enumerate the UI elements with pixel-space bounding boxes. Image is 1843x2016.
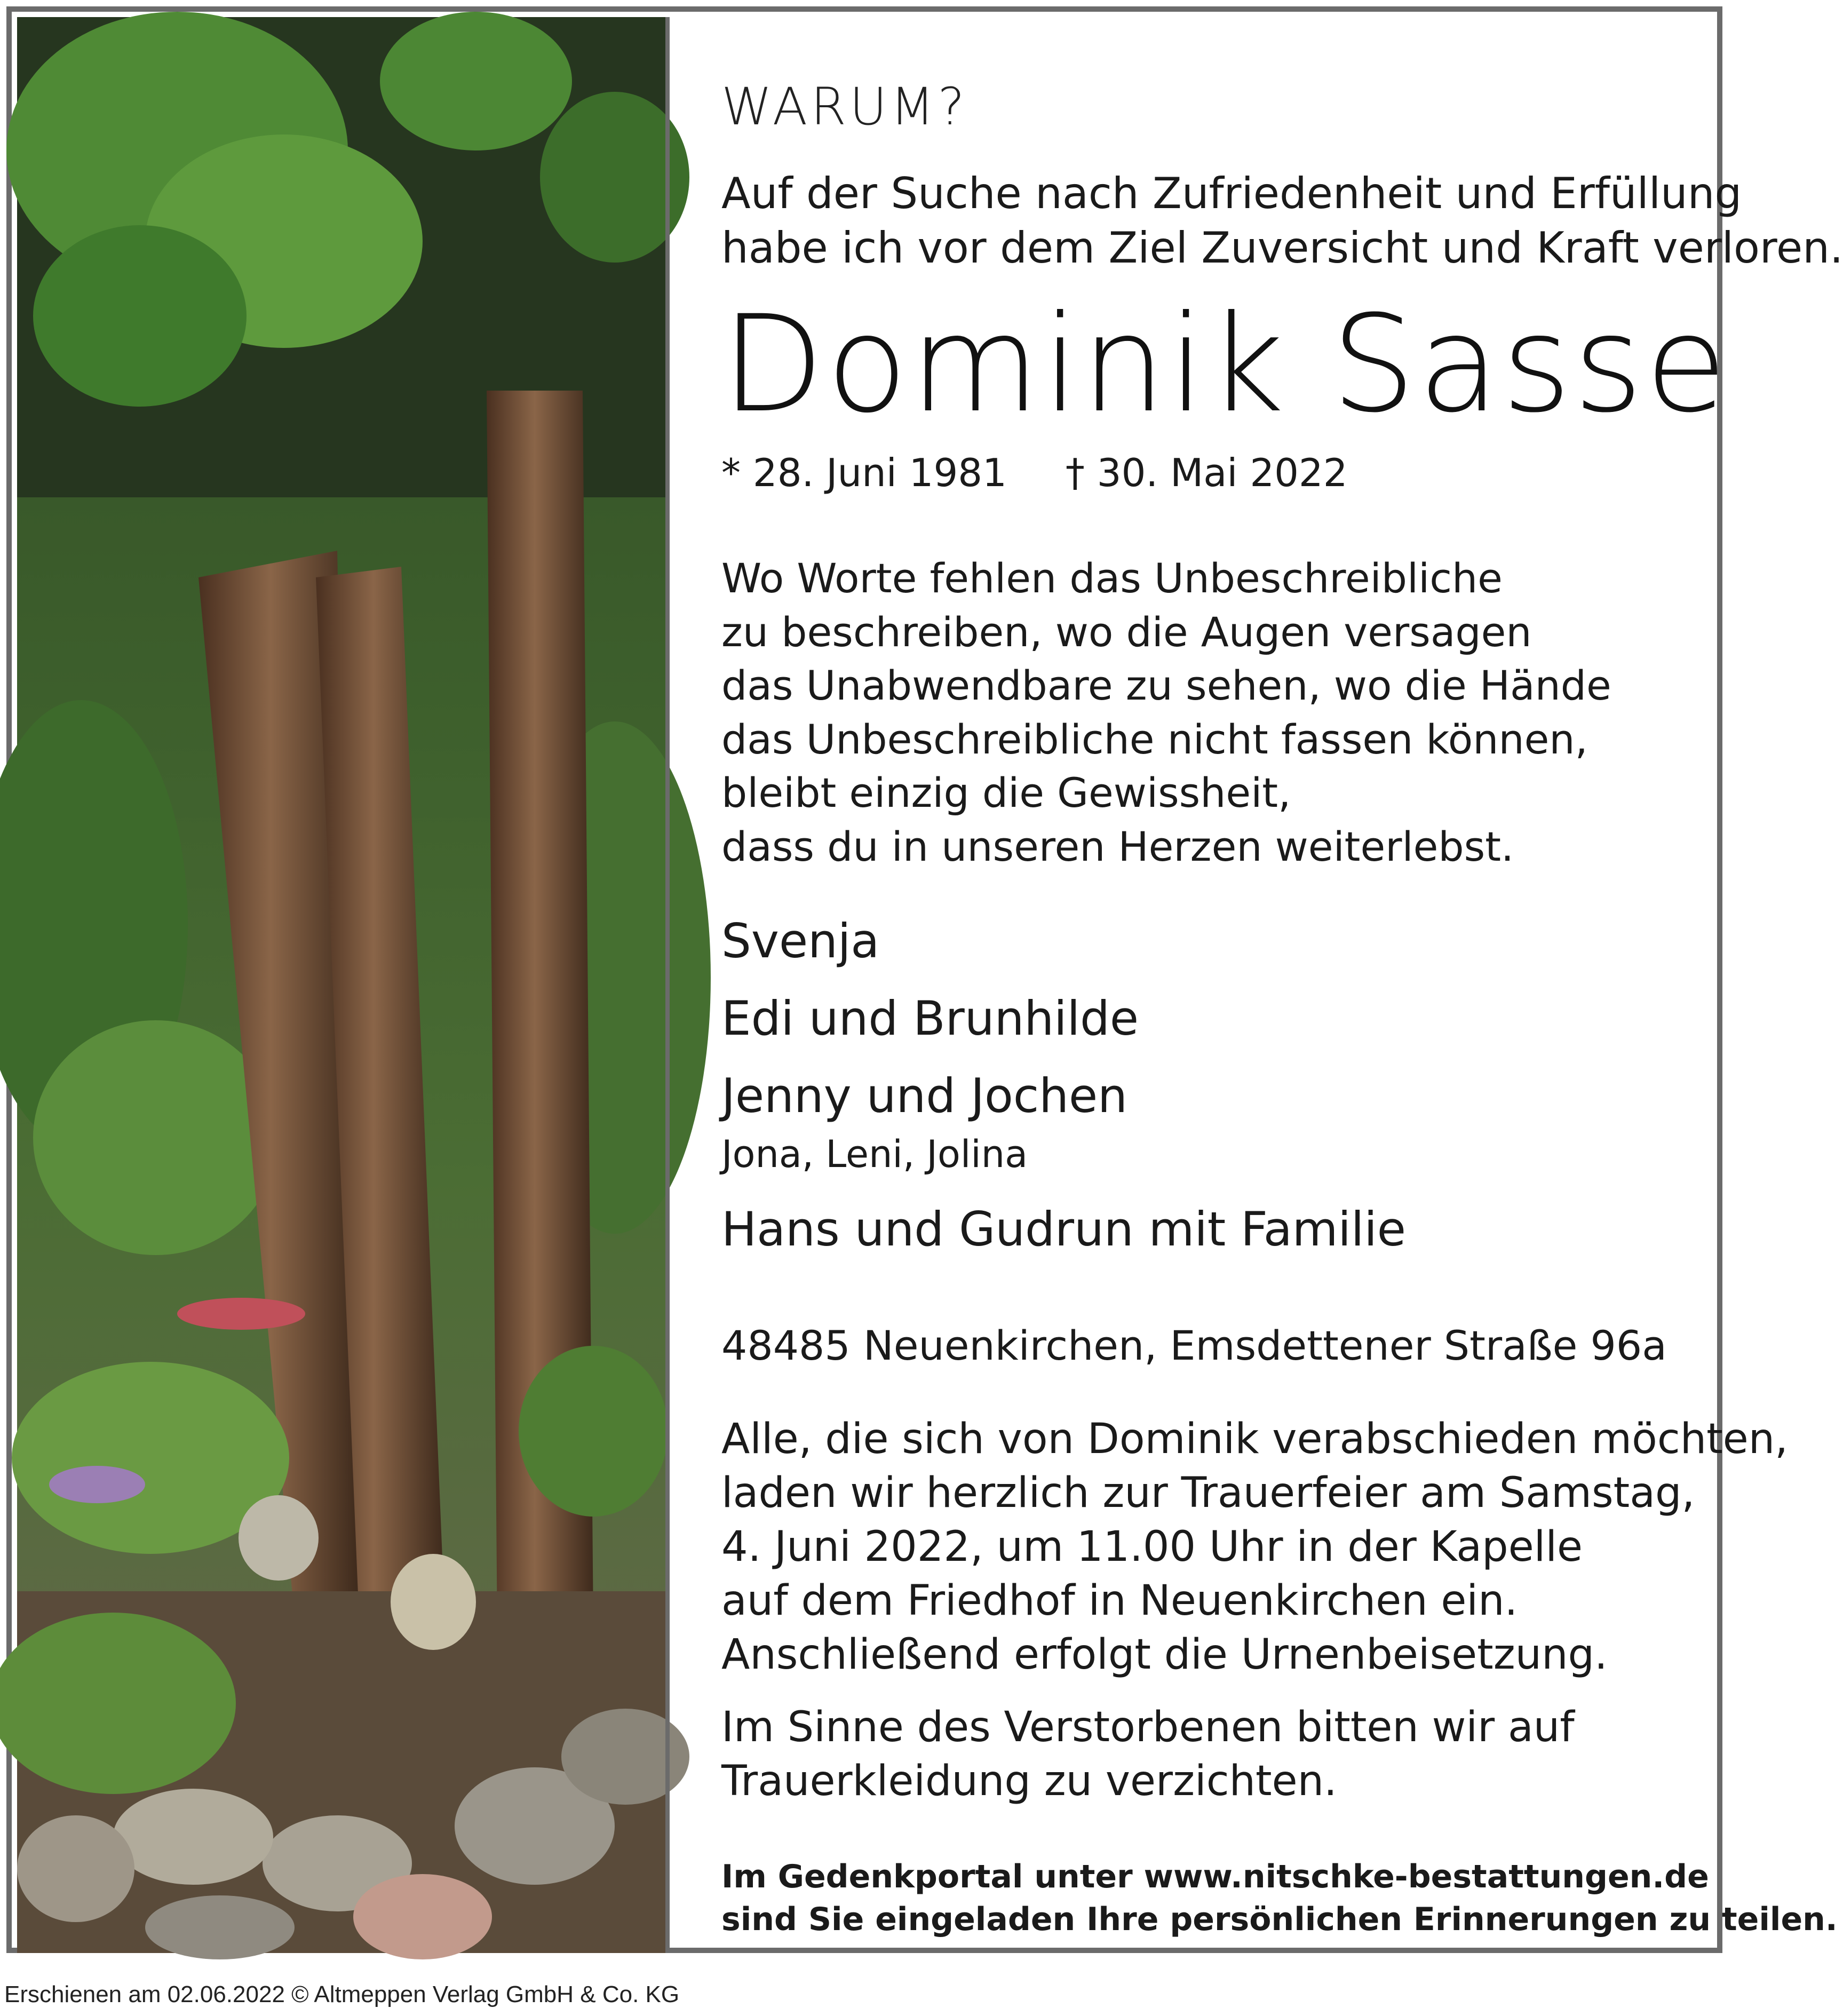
deceased-name: Dominik Sasse bbox=[721, 287, 1729, 442]
poem-line: Wo Worte fehlen das Unbeschreibliche bbox=[721, 554, 1503, 602]
obituary-notice bbox=[6, 6, 1843, 1953]
intro-text bbox=[721, 166, 1843, 275]
death-date: † 30. Mai 2022 bbox=[1065, 450, 1348, 495]
poem-line: bleibt einzig die Gewissheit, bbox=[721, 769, 1291, 816]
dress-request bbox=[721, 1701, 1575, 1808]
request-line: Trauerkleidung zu verzichten. bbox=[721, 1757, 1337, 1805]
publication-footer: Erschienen am 02.06.2022 © Altmeppen Verlag GmbH & Co. KG bbox=[4, 1981, 680, 2007]
heading: WARUM? bbox=[721, 77, 968, 137]
invitation bbox=[721, 1412, 1788, 1682]
garden-tree-photo bbox=[17, 17, 665, 1953]
column-divider bbox=[665, 17, 670, 1953]
invitation-line: laden wir herzlich zur Trauerfeier am Samstag, bbox=[721, 1469, 1695, 1517]
poem-line: das Unabwendbare zu sehen, wo die Hände bbox=[721, 662, 1611, 709]
life-dates bbox=[721, 450, 1348, 495]
poem-line: das Unbeschreibliche nicht fassen können, bbox=[721, 715, 1588, 763]
poem-line: dass du in unseren Herzen weiterlebst. bbox=[721, 822, 1514, 870]
poem bbox=[721, 552, 1611, 874]
portal-line: Im Gedenkportal unter www.nitschke-bestattungen.de bbox=[721, 1858, 1709, 1895]
mourner-hans-gudrun: Hans und Gudrun mit Familie bbox=[721, 1202, 1406, 1257]
address: 48485 Neuenkirchen, Emsdettener Straße 96a bbox=[721, 1322, 1667, 1369]
invitation-line: Anschließend erfolgt die Urnenbeisetzung. bbox=[721, 1631, 1608, 1679]
mourner-jenny-jochen: Jenny und Jochen bbox=[721, 1068, 1127, 1123]
invitation-line: 4. Juni 2022, um 11.00 Uhr in der Kapelle bbox=[721, 1523, 1583, 1571]
birth-date: * 28. Juni 1981 bbox=[721, 450, 1007, 495]
memorial-portal-note bbox=[721, 1855, 1838, 1941]
portal-line: sind Sie eingeladen Ihre persönlichen Erinnerungen zu teilen. bbox=[721, 1901, 1838, 1938]
text-column bbox=[721, 12, 1843, 1948]
mourner-edi-brunhilde: Edi und Brunhilde bbox=[721, 991, 1139, 1046]
mourner-children: Jona, Leni, Jolina bbox=[721, 1132, 1028, 1176]
mourner-svenja: Svenja bbox=[721, 914, 880, 969]
intro-line: Auf der Suche nach Zufriedenheit und Erfüllung bbox=[721, 169, 1742, 218]
invitation-line: Alle, die sich von Dominik verabschieden möchten, bbox=[721, 1415, 1788, 1463]
invitation-line: auf dem Friedhof in Neuenkirchen ein. bbox=[721, 1577, 1518, 1625]
request-line: Im Sinne des Verstorbenen bitten wir auf bbox=[721, 1703, 1575, 1751]
poem-line: zu beschreiben, wo die Augen versagen bbox=[721, 608, 1532, 656]
intro-line: habe ich vor dem Ziel Zuversicht und Kraft verloren. bbox=[721, 223, 1843, 273]
